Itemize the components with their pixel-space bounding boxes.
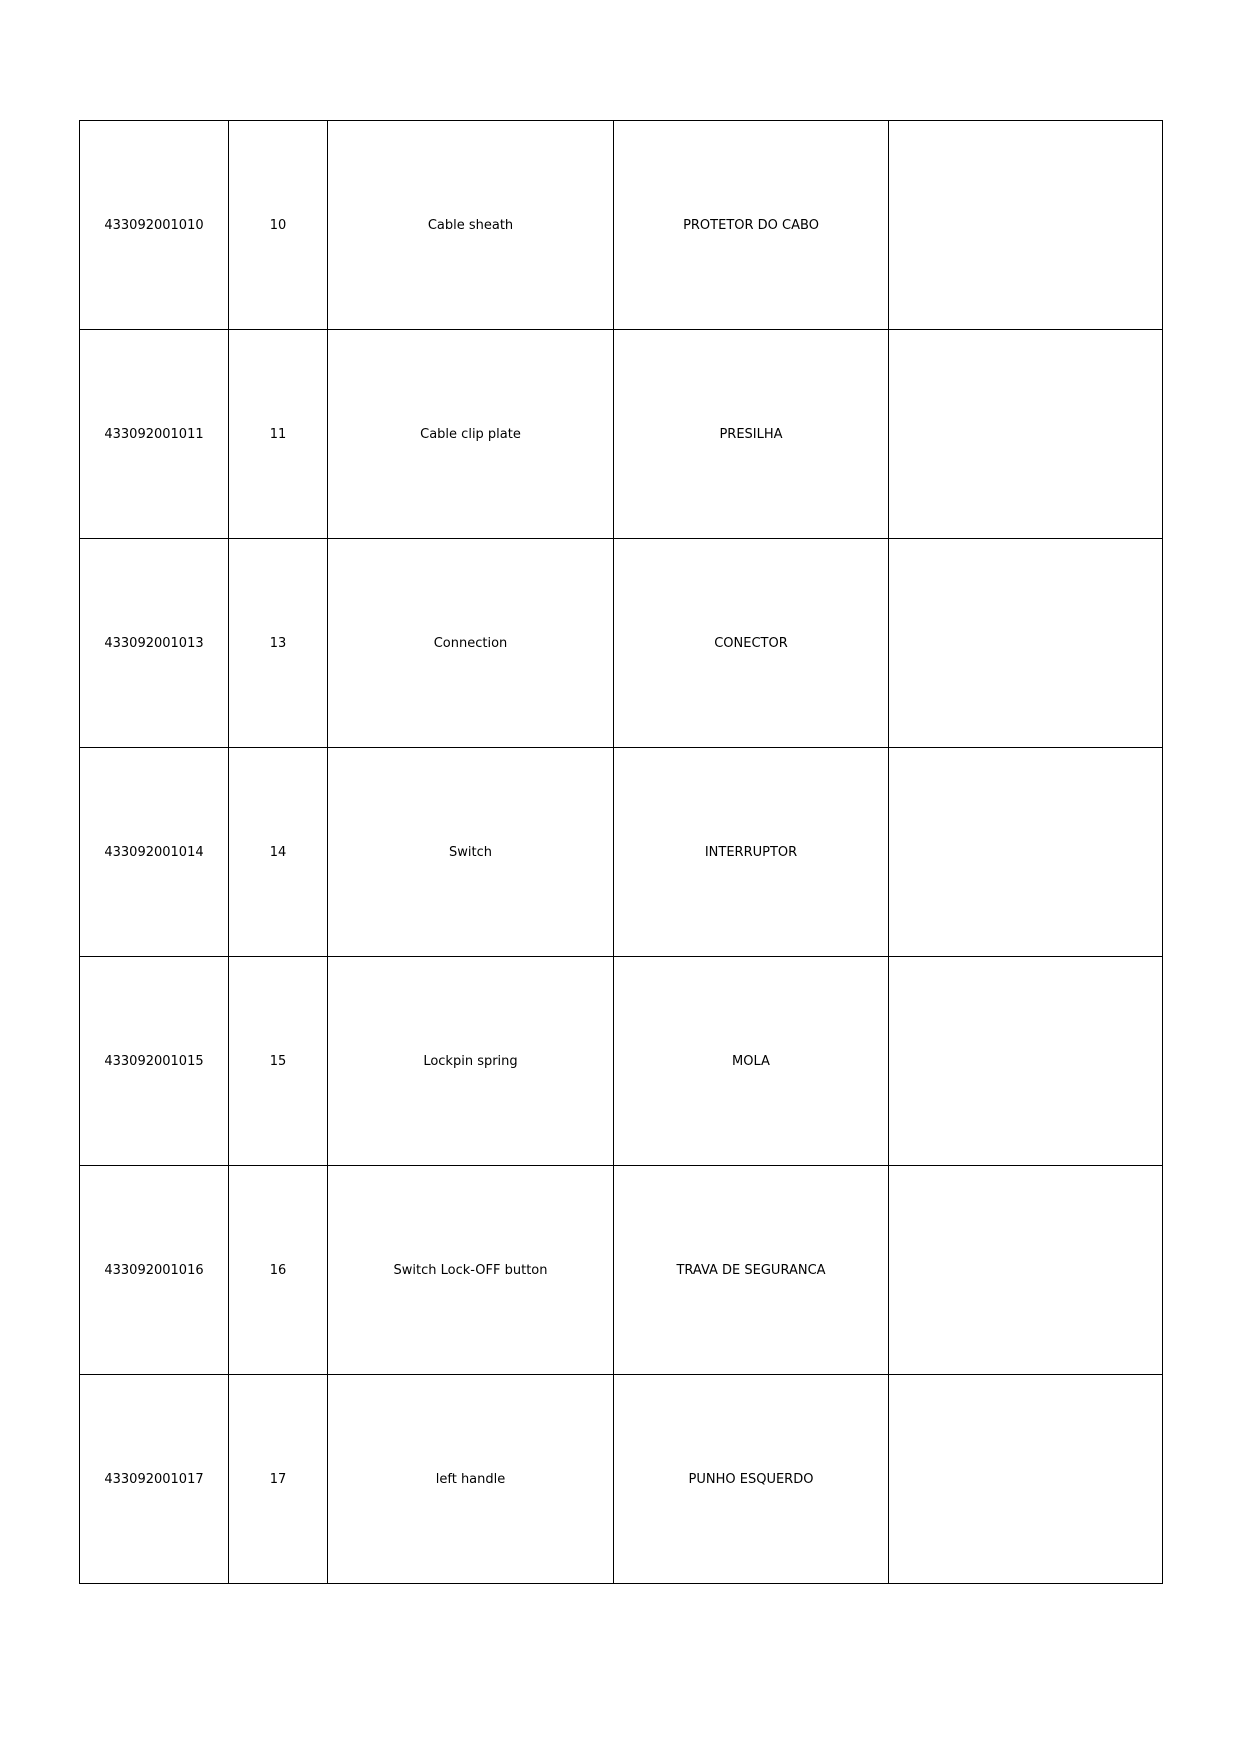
parts-table xyxy=(79,120,1163,1584)
english-name-cell: Cable sheath xyxy=(328,121,614,330)
portuguese-name-cell: CONECTOR xyxy=(614,539,889,748)
item-number-cell: 10 xyxy=(229,121,328,330)
part-code-cell: 433092001010 xyxy=(80,121,229,330)
english-name-cell: Switch xyxy=(328,748,614,957)
table-row xyxy=(80,330,1163,539)
table-row xyxy=(80,121,1163,330)
portuguese-name-cell: INTERRUPTOR xyxy=(614,748,889,957)
portuguese-name-cell: MOLA xyxy=(614,957,889,1166)
table-row xyxy=(80,1375,1163,1584)
notes-cell xyxy=(889,748,1163,957)
notes-cell xyxy=(889,330,1163,539)
table-row xyxy=(80,748,1163,957)
notes-cell xyxy=(889,1375,1163,1584)
portuguese-name-cell: PUNHO ESQUERDO xyxy=(614,1375,889,1584)
item-number-cell: 11 xyxy=(229,330,328,539)
english-name-cell: Connection xyxy=(328,539,614,748)
portuguese-name-cell: PRESILHA xyxy=(614,330,889,539)
notes-cell xyxy=(889,957,1163,1166)
part-code-cell: 433092001015 xyxy=(80,957,229,1166)
item-number-cell: 17 xyxy=(229,1375,328,1584)
part-code-cell: 433092001014 xyxy=(80,748,229,957)
notes-cell xyxy=(889,1166,1163,1375)
table-row xyxy=(80,957,1163,1166)
english-name-cell: Cable clip plate xyxy=(328,330,614,539)
portuguese-name-cell: PROTETOR DO CABO xyxy=(614,121,889,330)
english-name-cell: Switch Lock-OFF button xyxy=(328,1166,614,1375)
portuguese-name-cell: TRAVA DE SEGURANCA xyxy=(614,1166,889,1375)
part-code-cell: 433092001013 xyxy=(80,539,229,748)
item-number-cell: 14 xyxy=(229,748,328,957)
item-number-cell: 13 xyxy=(229,539,328,748)
item-number-cell: 15 xyxy=(229,957,328,1166)
item-number-cell: 16 xyxy=(229,1166,328,1375)
english-name-cell: Lockpin spring xyxy=(328,957,614,1166)
table-row xyxy=(80,1166,1163,1375)
part-code-cell: 433092001011 xyxy=(80,330,229,539)
notes-cell xyxy=(889,121,1163,330)
part-code-cell: 433092001016 xyxy=(80,1166,229,1375)
english-name-cell: left handle xyxy=(328,1375,614,1584)
part-code-cell: 433092001017 xyxy=(80,1375,229,1584)
notes-cell xyxy=(889,539,1163,748)
table-row xyxy=(80,539,1163,748)
